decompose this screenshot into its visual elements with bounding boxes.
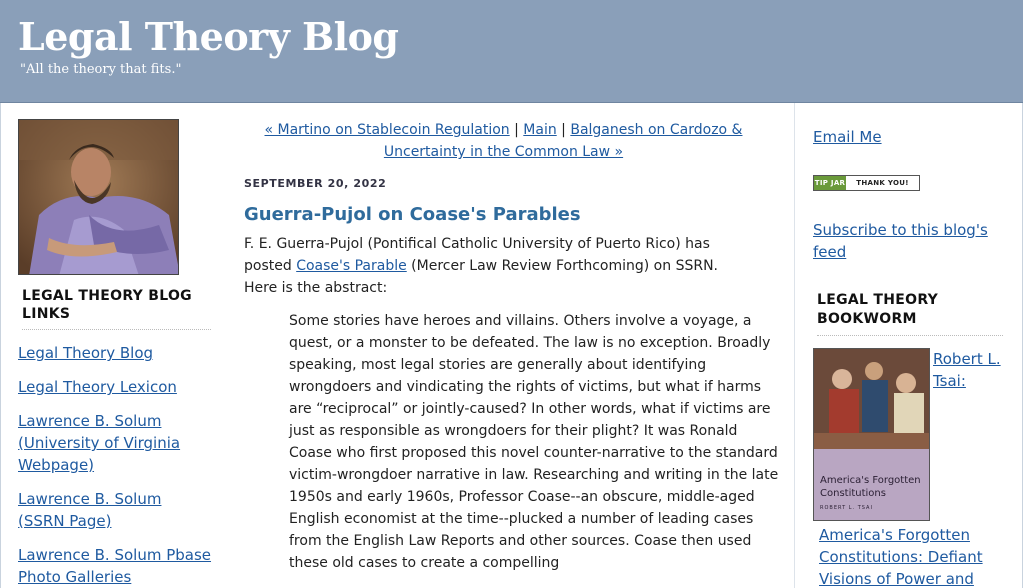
- subscribe-feed-link[interactable]: Subscribe to this blog's feed: [813, 221, 988, 261]
- nav-separator: |: [514, 122, 519, 138]
- blog-tagline: "All the theory that fits.": [20, 62, 182, 77]
- blog-header: [0, 0, 1023, 103]
- tip-jar-label: TIP JAR: [814, 176, 846, 190]
- bookworm-heading: LEGAL THEORY BOOKWORM: [817, 291, 1003, 336]
- link-solum-uva-webpage[interactable]: Lawrence B. Solum (University of Virginia Webpage): [18, 412, 181, 474]
- right-sidebar: [794, 103, 1023, 588]
- post-intro: [244, 233, 754, 299]
- left-sidebar: [18, 119, 211, 588]
- book-cover-image[interactable]: [813, 348, 930, 521]
- cover-title-line2: Constitutions: [820, 488, 886, 499]
- main-page-link[interactable]: Main: [523, 122, 557, 138]
- link-legal-theory-lexicon[interactable]: Legal Theory Lexicon: [18, 378, 177, 396]
- link-solum-ssrn-page[interactable]: Lawrence B. Solum (SSRN Page): [18, 490, 162, 530]
- book-cover-art-icon: [814, 349, 930, 521]
- cover-title-line1: America's Forgotten: [820, 475, 921, 486]
- intro-text-end: (Mercer Law Review Forthcoming) on SSRN. Here is the abstract:: [244, 258, 718, 296]
- prev-post-link[interactable]: « Martino on Stablecoin Regulation: [264, 122, 510, 138]
- next-post-link[interactable]: Balganesh on Cardozo & Uncertainty in the Common Law »: [383, 122, 743, 160]
- link-legal-theory-blog[interactable]: Legal Theory Blog: [18, 344, 154, 362]
- book-author-link[interactable]: Robert L. Tsai:: [933, 350, 1001, 390]
- book-feature: [813, 348, 1003, 521]
- book-title-link[interactable]: America's Forgotten Constitutions: Defiant Visions of Power and: [819, 526, 983, 588]
- links-heading: LEGAL THEORY BLOG LINKS: [22, 287, 211, 330]
- intro-text: F. E. Guerra-Pujol (Pontifical Catholic University of Puerto Rico) has posted: [244, 236, 710, 274]
- portrait-painting-icon: [19, 120, 179, 275]
- link-solum-pbase-galleries[interactable]: Lawrence B. Solum Pbase Photo Galleries: [18, 546, 212, 586]
- post-navigation: [228, 119, 779, 163]
- abstract-blockquote: Some stories have heroes and villains. Others involve a voyage, a quest, or a monster to be defeated. The law is no exception. Broadly speaking, most legal stories are generally about identifying wrongdoers and vindicating the rights of victims, but what if harms are “reciprocal” or jointly-caused? In other words, what if victims are just as responsible as wrongdoers for their plight? It was Ronald Coase who first proposed this novel counter-narrative to the standard victim-wrongdoer narrative in law. Researching and writing in the late 1950s and early 1960s, Professor Coase--an obscure, middle-aged English economist at the time--plucked a number of leading cases from the English Law Reports and other sources. Coase then used these old cases to create a compelling: [289, 313, 779, 571]
- cover-author: ROBERT L. TSAI: [820, 505, 873, 511]
- author-portrait-image: [18, 119, 179, 275]
- main-content: [228, 119, 779, 574]
- tip-jar-thanks: THANK YOU!: [846, 176, 919, 190]
- paper-link[interactable]: Coase's Parable: [296, 258, 407, 274]
- post-date: SEPTEMBER 20, 2022: [244, 177, 387, 190]
- post-title[interactable]: Guerra-Pujol on Coase's Parables: [244, 204, 581, 225]
- tip-jar-button[interactable]: [813, 175, 920, 191]
- blog-title[interactable]: Legal Theory Blog: [18, 14, 399, 59]
- email-me-link[interactable]: Email Me: [813, 128, 882, 146]
- nav-separator: |: [561, 122, 566, 138]
